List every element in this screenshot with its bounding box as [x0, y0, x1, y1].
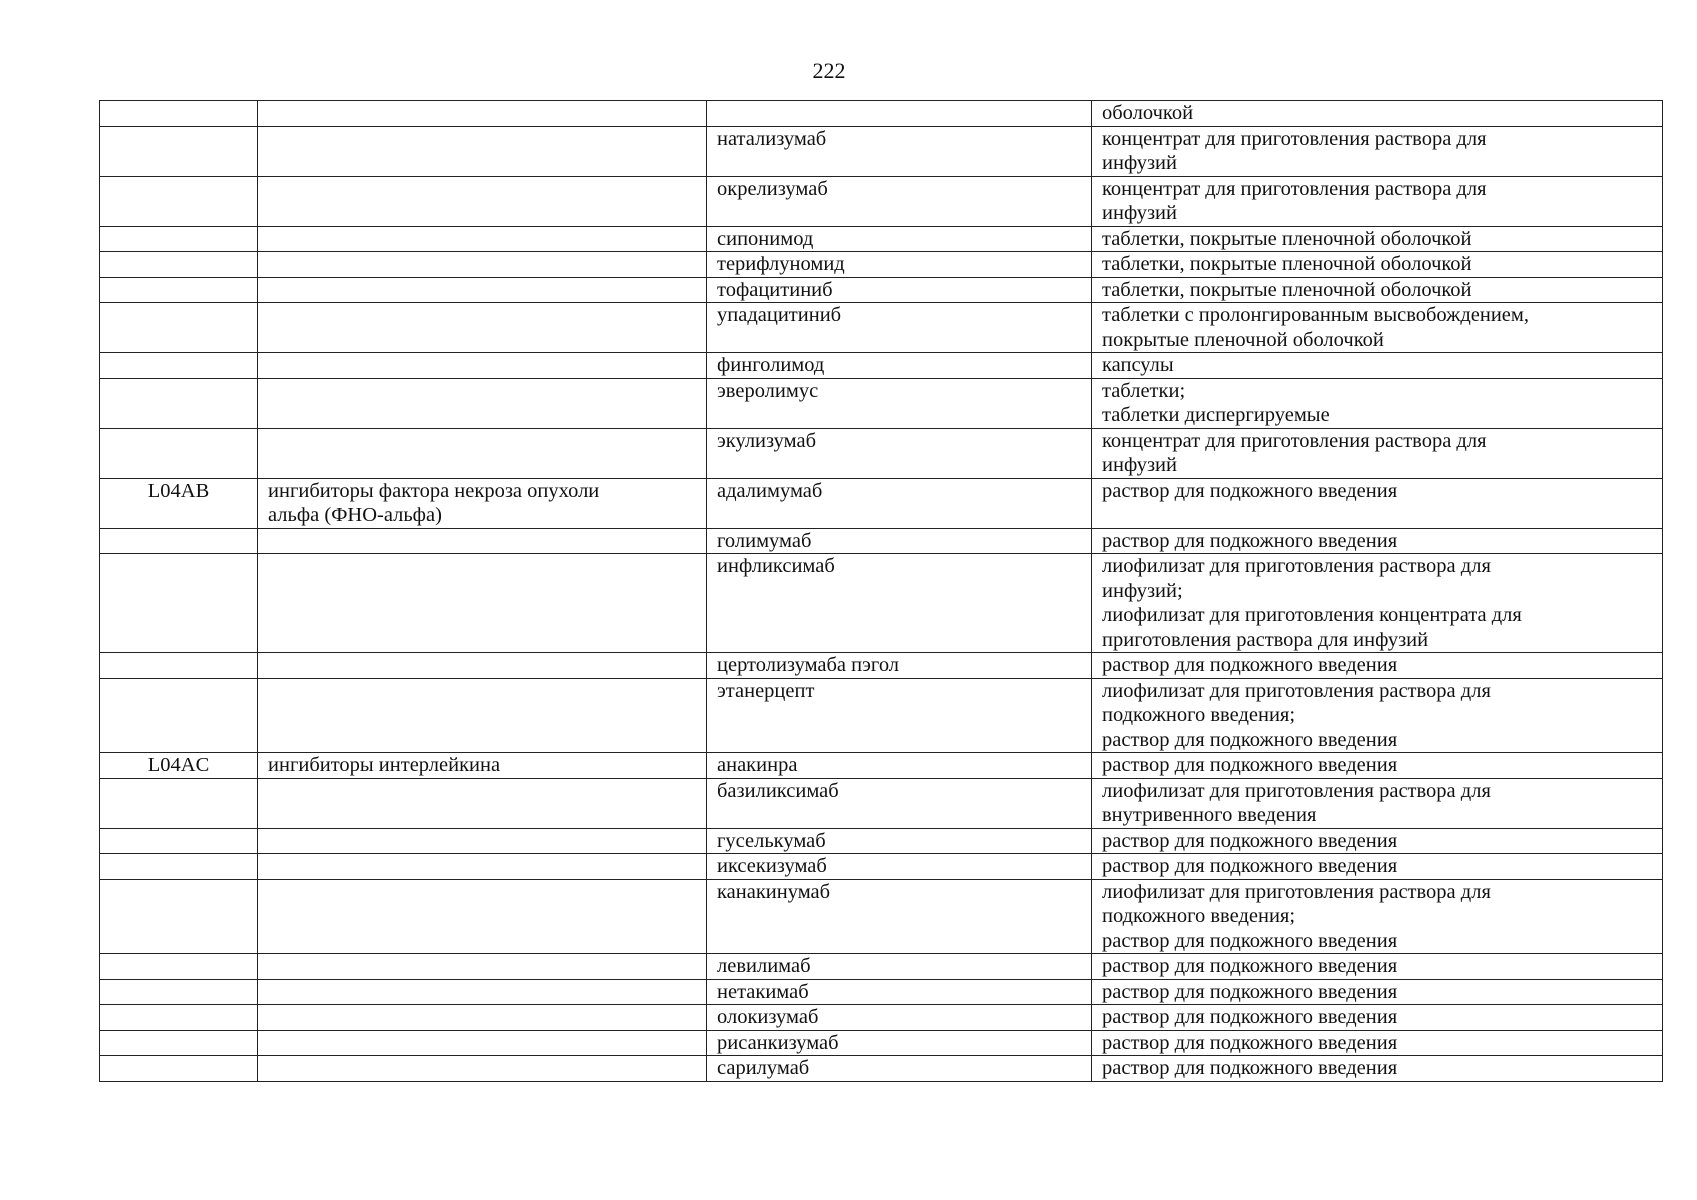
drug-table-body	[100, 101, 1663, 1082]
atc-code-cell	[100, 252, 258, 278]
atc-code-cell	[100, 176, 258, 226]
table-row	[100, 528, 1663, 554]
dosage-form-cell: таблетки; таблетки диспергируемые	[1092, 378, 1663, 428]
group-name-cell	[258, 854, 707, 880]
table-row	[100, 303, 1663, 353]
group-name-cell	[258, 1056, 707, 1082]
table-row	[100, 678, 1663, 753]
group-name-cell	[258, 277, 707, 303]
page-number: 222	[812, 58, 846, 83]
atc-code-cell	[100, 378, 258, 428]
table-row	[100, 478, 1663, 528]
dosage-form-cell: раствор для подкожного введения	[1092, 653, 1663, 679]
atc-code-cell	[100, 303, 258, 353]
drug-name-cell: этанерцепт	[707, 678, 1092, 753]
drug-name-cell: терифлуномид	[707, 252, 1092, 278]
atc-code-cell	[100, 854, 258, 880]
drug-name-cell: анакинра	[707, 753, 1092, 779]
drug-name-cell: окрелизумаб	[707, 176, 1092, 226]
table-row	[100, 1005, 1663, 1031]
group-name-cell	[258, 303, 707, 353]
atc-code-cell	[100, 954, 258, 980]
group-name-cell: ингибиторы интерлейкина	[258, 753, 707, 779]
drug-name-cell: адалимумаб	[707, 478, 1092, 528]
drug-name-cell: нетакимаб	[707, 979, 1092, 1005]
table-row	[100, 226, 1663, 252]
drug-name-cell: финголимод	[707, 353, 1092, 379]
dosage-form-cell: таблетки, покрытые пленочной оболочкой	[1092, 277, 1663, 303]
atc-code-cell	[100, 653, 258, 679]
group-name-cell: ингибиторы фактора некроза опухоли альфа (ФНО-альфа)	[258, 478, 707, 528]
table-row	[100, 954, 1663, 980]
drug-name-cell: рисанкизумаб	[707, 1030, 1092, 1056]
atc-code-cell	[100, 1030, 258, 1056]
drug-name-cell: гуселькумаб	[707, 828, 1092, 854]
atc-code-cell: L04AB	[100, 478, 258, 528]
table-row	[100, 1056, 1663, 1082]
drug-name-cell	[707, 101, 1092, 127]
atc-code-cell	[100, 1005, 258, 1031]
atc-code-cell	[100, 428, 258, 478]
drug-name-cell: олокизумаб	[707, 1005, 1092, 1031]
group-name-cell	[258, 252, 707, 278]
table-row	[100, 979, 1663, 1005]
drug-name-cell: натализумаб	[707, 126, 1092, 176]
group-name-cell	[258, 101, 707, 127]
drug-name-cell: левилимаб	[707, 954, 1092, 980]
atc-code-cell	[100, 277, 258, 303]
dosage-form-cell: раствор для подкожного введения	[1092, 753, 1663, 779]
drug-name-cell: инфликсимаб	[707, 554, 1092, 653]
drug-name-cell: упадацитиниб	[707, 303, 1092, 353]
atc-code-cell	[100, 678, 258, 753]
atc-code-cell	[100, 778, 258, 828]
dosage-form-cell: раствор для подкожного введения	[1092, 979, 1663, 1005]
atc-code-cell	[100, 1056, 258, 1082]
group-name-cell	[258, 1030, 707, 1056]
group-name-cell	[258, 378, 707, 428]
atc-code-cell	[100, 828, 258, 854]
dosage-form-cell: лиофилизат для приготовления раствора для внутривенного введения	[1092, 778, 1663, 828]
drug-name-cell: канакинумаб	[707, 879, 1092, 954]
group-name-cell	[258, 678, 707, 753]
group-name-cell	[258, 528, 707, 554]
dosage-form-cell: лиофилизат для приготовления раствора для подкожного введения; раствор для подкожного введения	[1092, 678, 1663, 753]
drug-name-cell: цертолизумаба пэгол	[707, 653, 1092, 679]
drug-name-cell: базиликсимаб	[707, 778, 1092, 828]
table-row	[100, 378, 1663, 428]
drug-name-cell: тофацитиниб	[707, 277, 1092, 303]
drug-name-cell: сарилумаб	[707, 1056, 1092, 1082]
group-name-cell	[258, 126, 707, 176]
table-row	[100, 753, 1663, 779]
atc-code-cell	[100, 554, 258, 653]
group-name-cell	[258, 954, 707, 980]
dosage-form-cell: раствор для подкожного введения	[1092, 1030, 1663, 1056]
dosage-form-cell: концентрат для приготовления раствора для инфузий	[1092, 176, 1663, 226]
group-name-cell	[258, 828, 707, 854]
drug-name-cell: эверолимус	[707, 378, 1092, 428]
atc-code-cell	[100, 101, 258, 127]
dosage-form-cell: лиофилизат для приготовления раствора для подкожного введения; раствор для подкожного введения	[1092, 879, 1663, 954]
table-row	[100, 252, 1663, 278]
table-row	[100, 554, 1663, 653]
table-row	[100, 778, 1663, 828]
group-name-cell	[258, 778, 707, 828]
group-name-cell	[258, 226, 707, 252]
dosage-form-cell: раствор для подкожного введения	[1092, 828, 1663, 854]
table-row	[100, 176, 1663, 226]
group-name-cell	[258, 428, 707, 478]
dosage-form-cell: лиофилизат для приготовления раствора для инфузий; лиофилизат для приготовления концентрата для приготовления раствора для инфузий	[1092, 554, 1663, 653]
atc-code-cell: L04AC	[100, 753, 258, 779]
table-row	[100, 854, 1663, 880]
group-name-cell	[258, 653, 707, 679]
dosage-form-cell: оболочкой	[1092, 101, 1663, 127]
group-name-cell	[258, 1005, 707, 1031]
drug-name-cell: иксекизумаб	[707, 854, 1092, 880]
dosage-form-cell: капсулы	[1092, 353, 1663, 379]
table-row	[100, 1030, 1663, 1056]
dosage-form-cell: таблетки, покрытые пленочной оболочкой	[1092, 226, 1663, 252]
group-name-cell	[258, 176, 707, 226]
drug-table	[99, 100, 1663, 1082]
table-row	[100, 126, 1663, 176]
table-row	[100, 101, 1663, 127]
dosage-form-cell: таблетки с пролонгированным высвобождением, покрытые пленочной оболочкой	[1092, 303, 1663, 353]
dosage-form-cell: таблетки, покрытые пленочной оболочкой	[1092, 252, 1663, 278]
dosage-form-cell: концентрат для приготовления раствора для инфузий	[1092, 126, 1663, 176]
table-row	[100, 277, 1663, 303]
table-row	[100, 879, 1663, 954]
atc-code-cell	[100, 226, 258, 252]
group-name-cell	[258, 879, 707, 954]
table-row	[100, 653, 1663, 679]
dosage-form-cell: раствор для подкожного введения	[1092, 954, 1663, 980]
atc-code-cell	[100, 879, 258, 954]
table-row	[100, 428, 1663, 478]
dosage-form-cell: концентрат для приготовления раствора для инфузий	[1092, 428, 1663, 478]
dosage-form-cell: раствор для подкожного введения	[1092, 1005, 1663, 1031]
group-name-cell	[258, 554, 707, 653]
drug-name-cell: сипонимод	[707, 226, 1092, 252]
group-name-cell	[258, 353, 707, 379]
dosage-form-cell: раствор для подкожного введения	[1092, 1056, 1663, 1082]
dosage-form-cell: раствор для подкожного введения	[1092, 478, 1663, 528]
group-name-cell	[258, 979, 707, 1005]
atc-code-cell	[100, 126, 258, 176]
atc-code-cell	[100, 979, 258, 1005]
atc-code-cell	[100, 528, 258, 554]
dosage-form-cell: раствор для подкожного введения	[1092, 854, 1663, 880]
table-row	[100, 353, 1663, 379]
drug-name-cell: экулизумаб	[707, 428, 1092, 478]
dosage-form-cell: раствор для подкожного введения	[1092, 528, 1663, 554]
table-row	[100, 828, 1663, 854]
atc-code-cell	[100, 353, 258, 379]
drug-name-cell: голимумаб	[707, 528, 1092, 554]
